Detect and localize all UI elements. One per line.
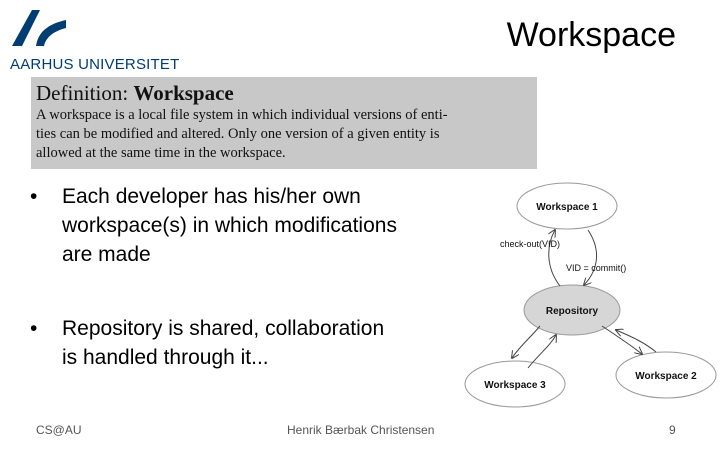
workspace2-label: Workspace 2	[635, 371, 697, 382]
bullet-line: workspace(s) in which modifications	[62, 214, 397, 237]
slide-title: Workspace	[506, 16, 676, 54]
bullet-item	[30, 314, 460, 372]
bullet-line: Repository is shared, collaboration	[62, 317, 385, 340]
commit-label: VID = commit()	[566, 263, 627, 273]
repo-to-ws3-arrow-b	[528, 335, 556, 368]
repository-label: Repository	[545, 306, 599, 317]
definition-term: Workspace	[133, 81, 234, 105]
definition-box	[31, 77, 537, 169]
bullet-item	[30, 182, 460, 269]
bullet-list	[30, 182, 460, 372]
workspace1-label: Workspace 1	[536, 202, 598, 213]
page-number: 9	[669, 423, 676, 437]
definition-text	[36, 106, 532, 163]
aarhus-logo-icon	[8, 6, 68, 50]
workspace-repository-diagram	[460, 178, 720, 413]
footer-course: CS@AU	[36, 423, 82, 437]
definition-line: allowed at the same time in the workspace.	[36, 145, 286, 161]
footer-author: Henrik Bærbak Christensen	[287, 423, 435, 437]
repo-to-ws2-arrow-a	[602, 326, 642, 354]
logo-text: AARHUS UNIVERSITET	[10, 56, 180, 73]
workspace3-label: Workspace 3	[484, 380, 546, 391]
bullet-line: is handled through it...	[62, 346, 269, 369]
university-logo	[8, 6, 178, 72]
bullet-line: are made	[62, 243, 151, 266]
checkout-label: check-out(VID)	[500, 239, 561, 249]
repo-to-ws2-arrow-b	[616, 330, 656, 352]
commit-arrow	[584, 230, 597, 285]
definition-label: Definition:	[36, 81, 129, 105]
repo-to-ws3-arrow-a	[512, 326, 540, 358]
bullet-marker: •	[30, 317, 38, 340]
definition-line: A workspace is a local file system in which individual versions of enti-	[36, 107, 448, 123]
definition-heading	[36, 80, 532, 106]
bullet-marker: •	[30, 185, 38, 208]
definition-line: ties can be modified and altered. Only one version of a given entity is	[36, 126, 440, 142]
bullet-line: Each developer has his/her own	[62, 185, 361, 208]
